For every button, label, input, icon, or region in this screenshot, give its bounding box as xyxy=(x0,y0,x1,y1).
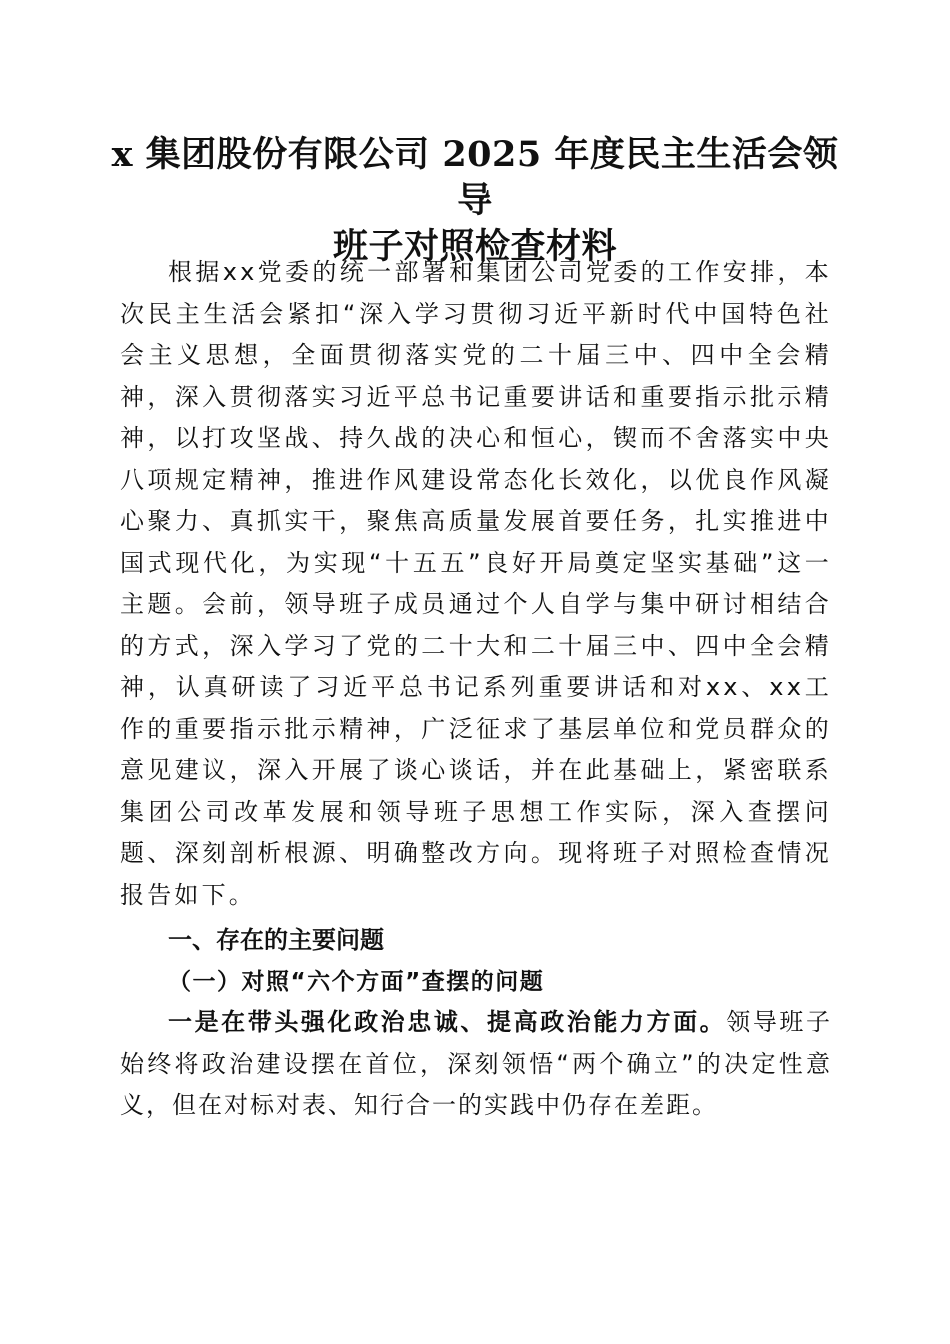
document-body xyxy=(120,252,832,1127)
point-one-paragraph xyxy=(120,1002,832,1127)
document-title xyxy=(100,132,850,270)
section-heading-main-problems: 一、存在的主要问题 xyxy=(168,926,384,954)
point-one-body: 领导班子始终将政治建设摆在首位，深刻领悟“两个确立”的决定性意义，但在对标对表、知行合一的实践中仍存在差距。 xyxy=(120,1008,832,1119)
point-one-lead: 一是在带头强化政治忠诚、提高政治能力方面。 xyxy=(168,1008,727,1036)
document-title-line-2: 班子对照检查材料 xyxy=(332,226,617,267)
intro-paragraph: 根据xx党委的统一部署和集团公司党委的工作安排，本次民主生活会紧扣“深入学习贯彻习近平新时代中国特色社会主义思想，全面贯彻落实党的二十届三中、四中全会精神，深入贯彻落实习近平总书记重要讲话和重要指示批示精神，以打攻坚战、持久战的决心和恒心，锲而不舍落实中央八项规定精神，推进作风建设常态化长效化，以优良作风凝心聚力、真抓实干，聚焦高质量发展首要任务，扎实推进中国式现代化，为实现“十五五”良好开局奠定坚实基础”这一主题。会前，领导班子成员通过个人自学与集中研讨相结合的方式，深入学习了党的二十大和二十届三中、四中全会精神，认真研读了习近平总书记系列重要讲话和对xx、xx工作的重要指示批示精神，广泛征求了基层单位和党员群众的意见建议，深入开展了谈心谈话，并在此基础上，紧密联系集团公司改革发展和领导班子思想工作实际，深入查摆问题、深刻剖析根源、明确整改方向。现将班子对照检查情况报告如下。 xyxy=(120,258,832,909)
document-title-line-1: x 集团股份有限公司 2025 年度民主生活会领导 xyxy=(111,134,839,221)
subsection-heading-six-aspects: （一）对照“六个方面”查摆的问题 xyxy=(168,969,545,995)
